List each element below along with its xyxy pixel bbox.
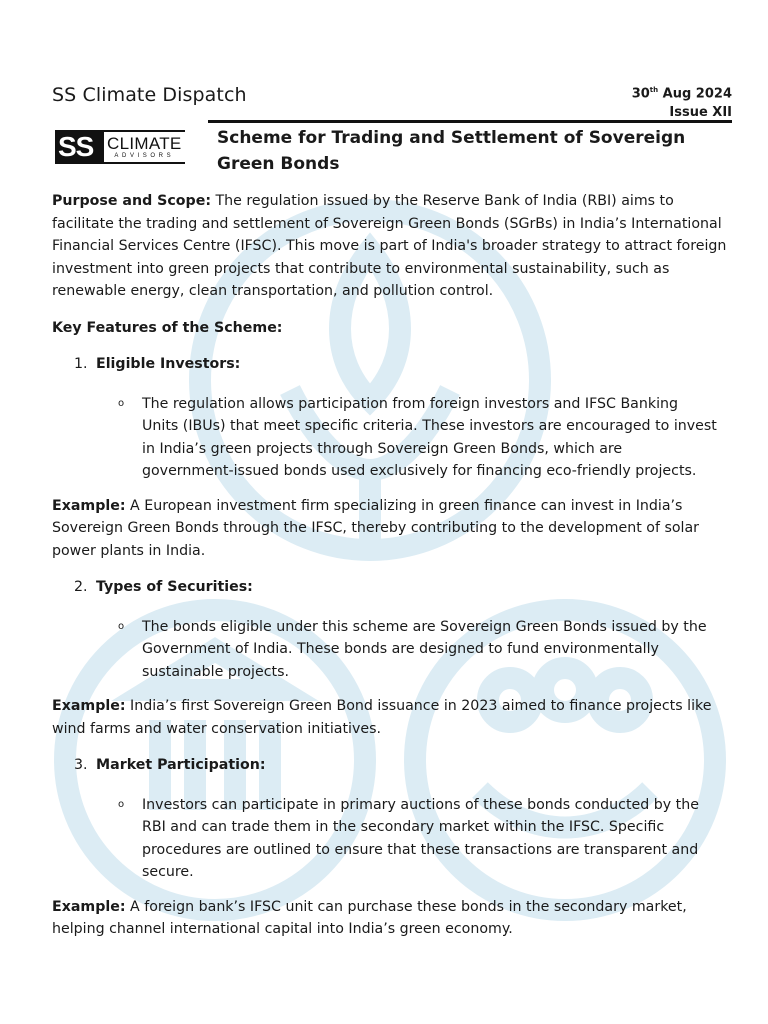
key-features-heading: [52, 317, 728, 340]
example-label: Example:: [52, 698, 126, 714]
date-suffix: th: [649, 86, 659, 94]
intro-text: The regulation issued by the Reserve Bank of India (RBI) aims to facilitate the trading and settlement of Sovereign Green Bonds (SGrBs) in India’s International Financial Services Centre (IFSC). This move is part of India's broader strategy to attract foreign investment into green projects that contribute to environmental sustainability, such as renewable energy, clean transportation, and pollution control.: [52, 193, 727, 299]
date-issue-block: [632, 81, 732, 122]
section-number: 3.: [74, 757, 88, 773]
bullet-text: The regulation allows participation from foreign investors and IFSC Banking Units (IBUs) that meet specific criteria. These investors are encouraged to invest in India’s green projects through Sovereign Green Bonds, which are government-issued bonds used exclusively for financing eco-friendly projects.: [142, 395, 717, 479]
issue-date: [632, 81, 732, 103]
bullet-text: Investors can participate in primary auctions of these bonds conducted by the RBI and can trade them in the secondary market within the IFSC. Specific procedures are outlined to ensure that these transactions are transparent and secure.: [142, 796, 699, 880]
date-month-year: Aug 2024: [662, 86, 732, 102]
bullet-marker: o: [118, 798, 125, 810]
issue-number: Issue XII: [669, 105, 732, 121]
logo-climate: CLIMATE: [107, 133, 182, 153]
article-body: [52, 190, 728, 941]
section-title: Eligible Investors:: [96, 356, 241, 372]
bullet-text: The bonds eligible under this scheme are Sovereign Green Bonds issued by the Government of India. These bonds are designed to fund environmentally sustainable projects.: [142, 618, 707, 680]
example-text: A European investment firm specializing in green finance can invest in India’s Sovereign Green Bonds through the IFSC, thereby contributing to the development of solar power plants in India.: [52, 497, 700, 559]
bullet-marker: o: [118, 397, 125, 409]
section-title: Market Participation:: [96, 757, 266, 773]
example-label: Example:: [52, 898, 126, 915]
section-heading-3: [52, 754, 728, 777]
title-rule: [208, 120, 732, 123]
intro-paragraph: [52, 190, 728, 303]
logo-box: [104, 132, 185, 162]
example-label: Example:: [52, 497, 126, 514]
logo-ss: SS: [58, 131, 94, 162]
section-title: Types of Securities:: [96, 579, 253, 595]
section-bullet-2: [52, 616, 718, 684]
example-paragraph-2: [52, 695, 728, 740]
intro-label: Purpose and Scope:: [52, 193, 211, 209]
bullet-marker: o: [118, 620, 125, 632]
section-bullet-1: [52, 393, 718, 483]
example-text: India’s first Sovereign Green Bond issuance in 2023 aimed to finance projects like wind farms and water conservation initiatives.: [52, 698, 712, 737]
date-day: 30: [631, 86, 650, 102]
section-bullet-3: [52, 794, 718, 884]
section-number: 2.: [74, 579, 88, 595]
section-number: 1.: [74, 356, 88, 372]
article-title: Scheme for Trading and Settlement of Sovereign Green Bonds: [217, 128, 686, 174]
section-heading-1: [52, 353, 728, 376]
masthead: SS Climate Dispatch: [52, 84, 247, 106]
logo-advisors: ADVISORS: [114, 152, 175, 159]
example-text: A foreign bank’s IFSC unit can purchase these bonds in the secondary market, helping channel international capital into India’s green economy.: [52, 898, 687, 937]
ss-climate-advisors-logo: [55, 130, 185, 164]
example-paragraph-1: [52, 495, 728, 563]
section-heading-2: [52, 576, 728, 599]
key-features-label: Key Features of the Scheme:: [52, 319, 283, 336]
example-paragraph-3: [52, 896, 728, 941]
